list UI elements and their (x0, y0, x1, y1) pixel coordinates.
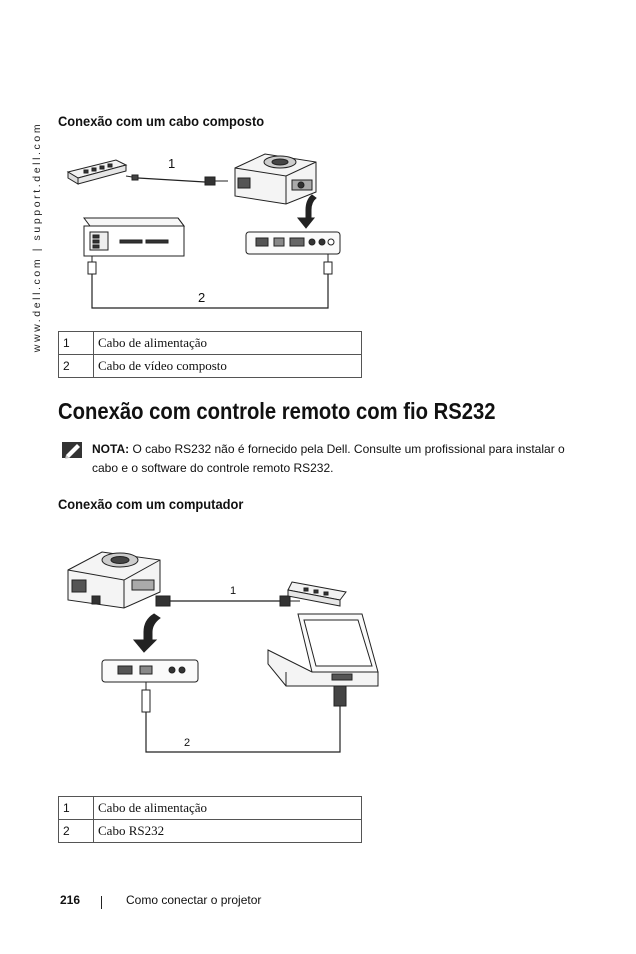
table-row (59, 332, 362, 355)
legend-table-composite (58, 331, 362, 378)
projector-icon (68, 552, 160, 608)
power-strip-icon (288, 582, 346, 606)
note-body: O cabo RS232 não é fornecido pela Dell. Consulte um profissional para instalar o cabo e o software do controle remoto RS232. (92, 442, 565, 475)
note-text (92, 440, 592, 478)
note-label: NOTA: (92, 442, 130, 456)
projector-rear-panel-icon (102, 660, 198, 682)
page-number: 216 (60, 893, 81, 907)
down-arrow-icon (298, 195, 316, 228)
legend-label: Cabo de alimentação (94, 332, 362, 355)
down-arrow-icon (134, 614, 160, 652)
footer-divider (101, 896, 102, 909)
legend-number: 1 (59, 332, 94, 355)
computer-connection-diagram (60, 540, 380, 765)
laptop-icon (268, 614, 378, 686)
section-heading-composite: Conexão com um cabo composto (58, 113, 265, 129)
projector-icon (235, 154, 316, 204)
sidebar-url (28, 112, 46, 362)
table-row (59, 820, 362, 843)
callout-2: 2 (184, 737, 191, 749)
legend-label: Cabo de alimentação (94, 797, 362, 820)
table-row (59, 797, 362, 820)
legend-label: Cabo de vídeo composto (94, 355, 362, 378)
legend-label: Cabo RS232 (94, 820, 362, 843)
power-strip-icon (68, 160, 126, 184)
note-pencil-icon (62, 440, 84, 460)
composite-connection-diagram (60, 140, 360, 320)
video-device-icon (84, 218, 184, 256)
section-heading-computer: Conexão com um computador (58, 496, 244, 512)
table-row (59, 355, 362, 378)
legend-number: 2 (59, 820, 94, 843)
section-heading-rs232: Conexão com controle remoto com fio RS232 (58, 398, 496, 424)
projector-rear-panel-icon (246, 232, 340, 254)
footer-chapter-title: Como conectar o projetor (126, 893, 262, 907)
legend-number: 1 (59, 797, 94, 820)
callout-1: 1 (230, 585, 237, 597)
legend-number: 2 (59, 355, 94, 378)
callout-2: 2 (198, 290, 206, 305)
sidebar-url-text: www.dell.com | support.dell.com (31, 121, 43, 353)
callout-1: 1 (168, 156, 176, 171)
legend-table-computer (58, 796, 362, 843)
